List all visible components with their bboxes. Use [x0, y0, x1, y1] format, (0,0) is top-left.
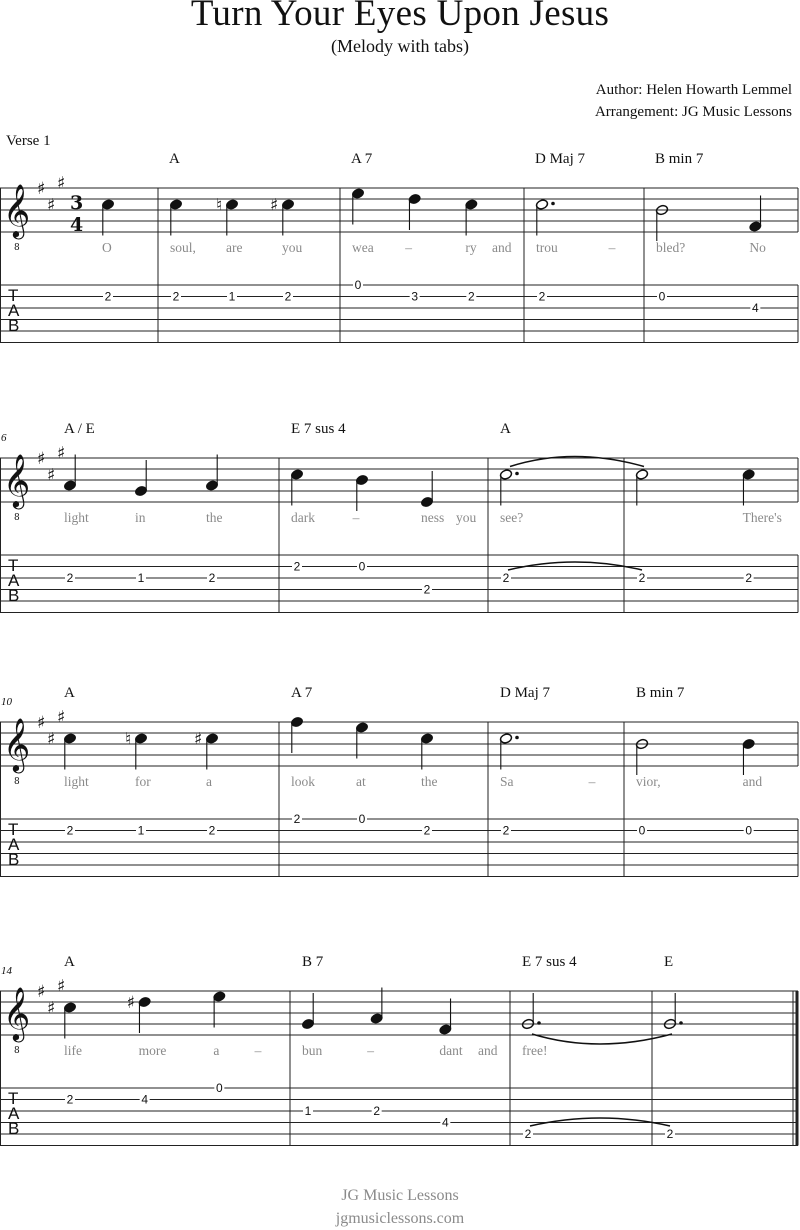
chord-symbol: E 7 sus 4 [522, 954, 577, 970]
lyric-syllable: bled? [656, 240, 686, 255]
tab-fret-number: 2 [66, 571, 74, 585]
time-sig-bottom: 4 [70, 214, 84, 236]
lyric-syllable: dark [291, 510, 315, 525]
lyric-syllable: and [478, 1043, 498, 1058]
key-sharp-icon: ♯ [37, 713, 46, 733]
lyric-syllable: more [138, 1043, 167, 1058]
tab-clef-letter: T [8, 286, 19, 305]
lyric-syllable: a [213, 1043, 220, 1058]
tab-tie [530, 1118, 670, 1126]
tab-fret-number: 2 [538, 289, 546, 304]
key-sharp-icon: ♯ [57, 443, 66, 464]
chord-symbol: A [64, 954, 75, 970]
natural-accidental-icon: ♮ [216, 195, 223, 216]
augmentation-dot [679, 1021, 683, 1025]
tab-fret-number: 2 [104, 289, 112, 304]
tab-clef-letter: B [8, 316, 20, 335]
tab-fret-number: 4 [141, 1092, 149, 1107]
octave-8-marker: 8 [14, 243, 20, 253]
section-label: Verse 1 [6, 133, 51, 149]
natural-accidental-icon: ♮ [125, 729, 132, 750]
chord-symbol: A [169, 151, 180, 167]
treble-clef-icon: 𝄞 [3, 453, 31, 507]
lyric-syllable: trou [536, 240, 558, 255]
measure-number: 6 [1, 432, 7, 444]
tab-fret-number: 0 [745, 823, 753, 838]
tab-fret-number: 2 [745, 571, 753, 585]
augmentation-dot [551, 202, 555, 206]
tab-fret-number: 2 [502, 571, 510, 585]
lyric-syllable: dant [439, 1043, 463, 1058]
lyric-syllable: – [367, 1043, 375, 1058]
lyric-syllable: – [254, 1043, 262, 1058]
lyric-syllable: – [352, 510, 360, 525]
tab-fret-number: 2 [208, 823, 216, 838]
key-sharp-icon: ♯ [47, 195, 56, 216]
lyric-syllable: Sa [500, 774, 514, 789]
lyric-syllable: at [356, 774, 366, 789]
measure-number: 14 [1, 965, 12, 977]
tab-fret-number: 0 [658, 289, 666, 304]
treble-clef-icon: 𝄞 [3, 986, 31, 1040]
lyric-syllable: you [282, 240, 303, 255]
lyric-syllable: for [135, 774, 151, 789]
author-credit: Author: Helen Howarth Lemmel [595, 82, 792, 98]
lyric-syllable: you [456, 510, 477, 525]
tab-fret-number: 0 [215, 1081, 223, 1095]
augmentation-dot [537, 1021, 541, 1025]
lyric-syllable: in [135, 510, 146, 525]
tab-fret-number: 4 [751, 301, 759, 315]
arrangement-credit: Arrangement: JG Music Lessons [594, 104, 792, 120]
tab-clef-letter: B [8, 586, 20, 605]
key-sharp-icon: ♯ [57, 707, 66, 728]
lyric-syllable: – [405, 240, 413, 255]
augmentation-dot [515, 736, 519, 740]
lyric-syllable: and [742, 774, 763, 789]
tab-fret-number: 1 [228, 289, 236, 304]
octave-8-marker: 8 [14, 1046, 20, 1056]
lyric-syllable: soul, [170, 240, 196, 255]
tab-clef-letter: A [8, 835, 20, 854]
lyric-syllable: a [206, 774, 212, 789]
octave-8-marker: 8 [14, 777, 20, 787]
footer-brand: JG Music Lessons [341, 1187, 459, 1204]
key-sharp-icon: ♯ [47, 998, 56, 1019]
tab-clef-letter: B [8, 850, 20, 869]
sharp-accidental-icon: ♯ [194, 729, 203, 750]
tab-fret-number: 0 [638, 823, 646, 838]
treble-clef-icon: 𝄞 [3, 183, 31, 237]
song-subtitle: (Melody with tabs) [331, 36, 469, 56]
augmentation-dot [515, 472, 519, 476]
tab-fret-number: 2 [208, 571, 216, 585]
lyric-syllable: wea [352, 240, 374, 255]
chord-symbol: A [500, 421, 511, 437]
tab-fret-number: 2 [638, 571, 646, 585]
tab-clef-letter: T [8, 556, 19, 575]
tab-fret-number: 2 [373, 1104, 381, 1118]
lyric-syllable: and [492, 240, 512, 255]
tab-fret-number: 2 [423, 582, 431, 597]
chord-symbol: B 7 [302, 954, 324, 970]
lyric-syllable: the [206, 510, 223, 525]
lyric-syllable: are [226, 240, 243, 255]
lyric-syllable: ry [465, 240, 477, 255]
lyric-syllable: No [749, 240, 766, 255]
key-sharp-icon: ♯ [57, 173, 66, 194]
treble-clef-icon: 𝄞 [3, 717, 31, 771]
octave-8-marker: 8 [14, 513, 20, 523]
key-sharp-icon: ♯ [47, 729, 56, 750]
tab-fret-number: 4 [441, 1115, 449, 1130]
time-sig-top: 3 [70, 192, 84, 214]
footer-url: jgmusiclessons.com [335, 1210, 465, 1227]
lyric-syllable: light [64, 510, 89, 525]
chord-symbol: A 7 [291, 685, 313, 701]
lyric-syllable: look [291, 774, 316, 789]
chord-symbol: B min 7 [636, 685, 685, 701]
tab-fret-number: 2 [284, 289, 292, 304]
tab-fret-number: 0 [354, 278, 362, 292]
tab-fret-number: 1 [137, 823, 145, 838]
tab-clef-letter: T [8, 1089, 19, 1108]
chord-symbol: D Maj 7 [500, 685, 550, 701]
tab-fret-number: 2 [66, 823, 74, 838]
note-tie [532, 1034, 672, 1044]
tab-fret-number: 2 [293, 812, 301, 826]
chord-symbol: E 7 sus 4 [291, 421, 346, 437]
tab-fret-number: 1 [304, 1104, 312, 1118]
tab-fret-number: 3 [411, 289, 419, 304]
tab-fret-number: 0 [358, 559, 366, 574]
chord-symbol: B min 7 [655, 151, 704, 167]
tab-fret-number: 2 [423, 823, 431, 838]
key-sharp-icon: ♯ [37, 449, 46, 469]
chord-symbol: A 7 [351, 151, 373, 167]
key-sharp-icon: ♯ [47, 465, 56, 486]
lyric-syllable: – [588, 774, 596, 789]
tab-clef-letter: B [8, 1119, 20, 1138]
tab-fret-number: 0 [358, 812, 366, 826]
tab-fret-number: 2 [524, 1127, 532, 1141]
lyric-syllable: ness [421, 510, 445, 525]
lyric-syllable: vior, [636, 774, 661, 789]
lyric-syllable: life [64, 1043, 82, 1058]
chord-symbol: E [664, 954, 674, 970]
sharp-accidental-icon: ♯ [126, 993, 135, 1013]
tab-clef-letter: T [8, 820, 19, 839]
tab-fret-number: 2 [666, 1127, 674, 1141]
lyric-syllable: There's [742, 510, 782, 525]
chord-symbol: A [64, 685, 75, 701]
lyric-syllable: see? [500, 510, 524, 525]
tab-clef-letter: A [8, 301, 20, 320]
tab-fret-number: 2 [467, 289, 475, 304]
tab-clef-letter: A [8, 571, 20, 590]
lyric-syllable: bun [302, 1043, 323, 1058]
tab-fret-number: 2 [293, 559, 301, 574]
tab-fret-number: 2 [66, 1092, 74, 1107]
lyric-syllable: the [421, 774, 438, 789]
tab-fret-number: 2 [172, 289, 180, 304]
lyric-syllable: light [64, 774, 89, 789]
sharp-accidental-icon: ♯ [270, 195, 279, 216]
key-sharp-icon: ♯ [37, 982, 46, 1002]
lyric-syllable: free! [522, 1043, 548, 1058]
tab-fret-number: 1 [137, 571, 145, 585]
song-title: Turn Your Eyes Upon Jesus [190, 0, 610, 34]
key-sharp-icon: ♯ [37, 179, 46, 199]
lyric-syllable: – [608, 240, 616, 255]
tab-fret-number: 2 [502, 823, 510, 838]
key-sharp-icon: ♯ [57, 976, 66, 997]
chord-symbol: A / E [64, 421, 95, 437]
tab-clef-letter: A [8, 1104, 20, 1123]
chord-symbol: D Maj 7 [535, 151, 585, 167]
tab-tie [508, 562, 642, 570]
measure-number: 10 [1, 696, 12, 708]
lyric-syllable: O [102, 240, 112, 255]
